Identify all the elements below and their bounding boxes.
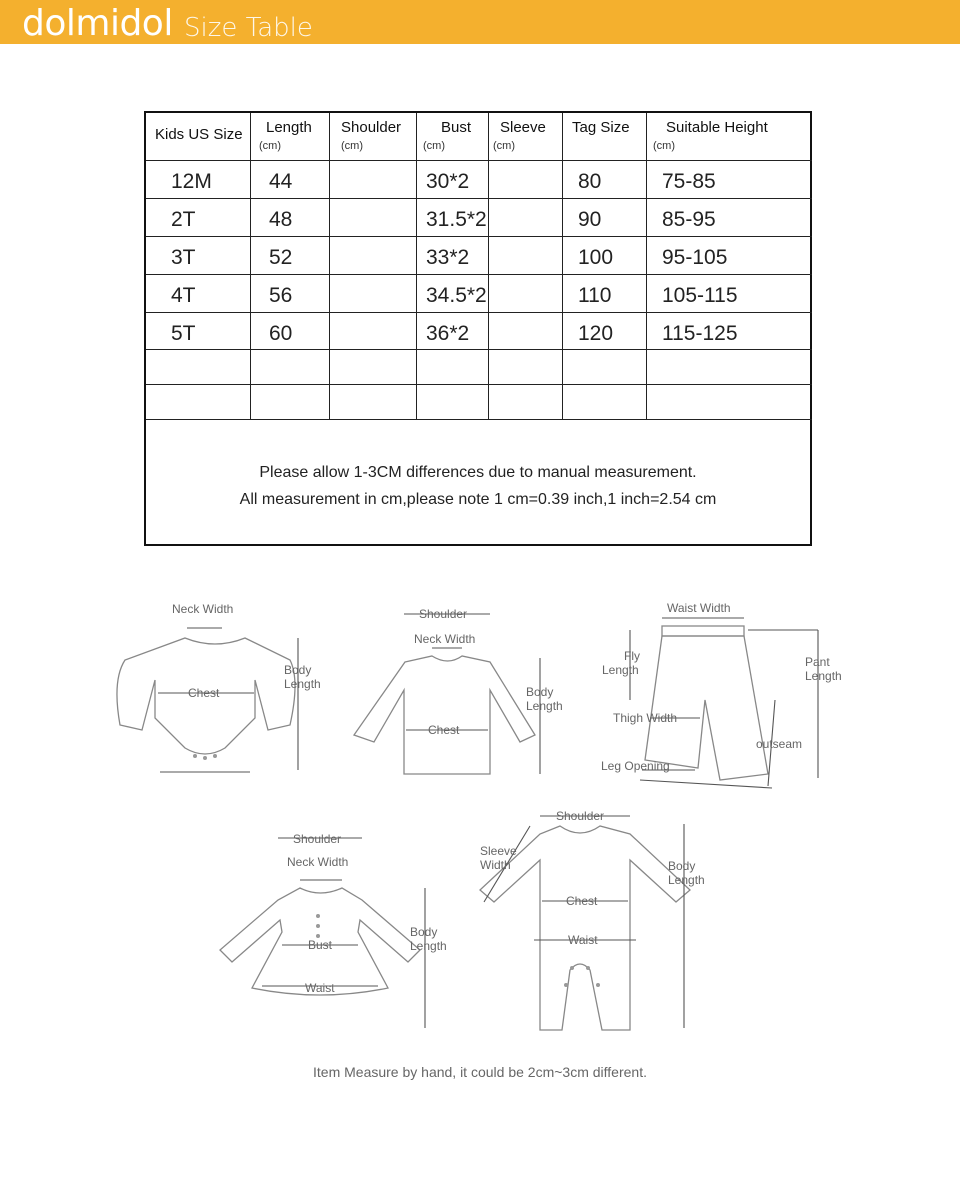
table-value: 90 <box>578 208 602 231</box>
column-unit: (cm) <box>259 140 281 152</box>
table-cell <box>489 237 563 275</box>
table-value: 36*2 <box>426 322 470 345</box>
table-value: 85-95 <box>662 208 716 231</box>
brand-logo: dolmidol <box>22 3 173 44</box>
table-value: 48 <box>269 208 293 231</box>
label-fly-length: Length <box>602 663 639 677</box>
table-cell <box>330 350 417 385</box>
label-chest: Chest <box>428 723 460 737</box>
measurement-note: Please allow 1-3CM differences due to manual measurement. <box>259 464 697 481</box>
table-cell <box>330 237 417 275</box>
table-value: 31.5*2 <box>426 208 487 231</box>
table-value: 60 <box>269 322 293 345</box>
table-value: 115-125 <box>662 322 738 345</box>
column-header: Tag Size <box>572 119 630 136</box>
pants-diagram <box>601 601 842 788</box>
table-cell <box>146 275 251 313</box>
column-header: Bust <box>441 119 472 136</box>
table-value: 105-115 <box>662 284 738 307</box>
shirt-diagram <box>354 607 563 774</box>
table-value: 100 <box>578 246 614 269</box>
table-cell <box>647 385 812 420</box>
romper-diagram <box>480 809 705 1030</box>
table-cell <box>489 350 563 385</box>
label-length: Length <box>526 699 563 713</box>
table-cell <box>489 385 563 420</box>
label-chest: Chest <box>566 894 598 908</box>
table-cell <box>146 313 251 350</box>
table-cell <box>647 350 812 385</box>
measurement-note: All measurement in cm,please note 1 cm=0.39 inch,1 inch=2.54 cm <box>239 491 717 508</box>
table-cell <box>146 237 251 275</box>
bodysuit-diagram <box>117 602 321 772</box>
column-unit: (cm) <box>653 140 675 152</box>
table-value: 3T <box>171 246 196 269</box>
column-unit: (cm) <box>493 140 515 152</box>
table-cell <box>417 350 489 385</box>
measurement-diagrams <box>0 590 960 1090</box>
label-neck-width: Neck Width <box>287 855 349 869</box>
table-value: 44 <box>269 170 293 193</box>
label-body: Body <box>668 859 696 873</box>
table-cell <box>489 275 563 313</box>
label-chest: Chest <box>188 686 220 700</box>
label-fly: Fly <box>624 649 640 663</box>
size-table <box>144 111 812 546</box>
table-value: 30*2 <box>426 170 470 193</box>
label-waist: Waist <box>305 981 335 995</box>
label-waist: Waist <box>568 933 598 947</box>
table-cell <box>563 385 647 420</box>
label-outseam: outseam <box>756 737 803 751</box>
header-banner <box>0 0 960 44</box>
label-shoulder: Shoulder <box>419 607 468 621</box>
table-value: 52 <box>269 246 293 269</box>
table-value: 4T <box>171 284 196 307</box>
label-sleeve-width: Width <box>480 858 511 872</box>
label-length: Length <box>410 939 447 953</box>
page-title: Size Table <box>184 13 313 43</box>
column-unit: (cm) <box>341 140 363 152</box>
table-value: 80 <box>578 170 602 193</box>
table-value: 34.5*2 <box>426 284 487 307</box>
table-cell <box>563 161 647 199</box>
label-body: Body <box>284 663 312 677</box>
table-value: 120 <box>578 322 614 345</box>
table-cell <box>417 385 489 420</box>
label-length: Length <box>668 873 705 887</box>
table-cell <box>489 199 563 237</box>
label-body: Body <box>526 685 554 699</box>
table-cell <box>489 161 563 199</box>
label-pant-length: Length <box>805 669 842 683</box>
table-value: 110 <box>578 284 612 307</box>
table-value: 5T <box>171 322 196 345</box>
table-cell <box>330 161 417 199</box>
label-neck-width: Neck Width <box>414 632 476 646</box>
label-sleeve: Sleeve <box>480 844 517 858</box>
table-cell <box>330 385 417 420</box>
column-unit: (cm) <box>423 140 445 152</box>
table-value: 12M <box>171 170 212 193</box>
column-header: Suitable Height <box>666 119 768 136</box>
table-value: 95-105 <box>662 246 728 269</box>
table-cell <box>489 313 563 350</box>
table-value: 2T <box>171 208 196 231</box>
table-cell <box>330 313 417 350</box>
footer-note: Item Measure by hand, it could be 2cm~3cm different. <box>313 1064 647 1080</box>
dress-diagram <box>220 832 447 1028</box>
table-cell <box>146 385 251 420</box>
label-body: Body <box>410 925 438 939</box>
table-cell <box>251 350 330 385</box>
table-cell <box>146 199 251 237</box>
label-length: Length <box>284 677 321 691</box>
column-header: Sleeve <box>500 119 546 136</box>
label-leg-opening: Leg Opening <box>601 759 670 773</box>
label-shoulder: Shoulder <box>556 809 605 823</box>
table-value: 75-85 <box>662 170 716 193</box>
table-value: 33*2 <box>426 246 470 269</box>
label-pant: Pant <box>805 655 830 669</box>
table-cell <box>146 350 251 385</box>
label-waist-width: Waist Width <box>667 601 731 615</box>
table-cell <box>563 199 647 237</box>
column-header: Shoulder <box>341 119 402 136</box>
label-bust: Bust <box>308 938 333 952</box>
label-thigh-width: Thigh Width <box>613 711 678 725</box>
table-cell <box>330 199 417 237</box>
column-header: Length <box>266 119 312 136</box>
table-cell <box>563 350 647 385</box>
label-neck-width: Neck Width <box>172 602 234 616</box>
label-shoulder: Shoulder <box>293 832 342 846</box>
table-value: 56 <box>269 284 293 307</box>
table-cell <box>251 385 330 420</box>
table-cell <box>330 275 417 313</box>
column-header: Kids US Size <box>155 126 243 143</box>
